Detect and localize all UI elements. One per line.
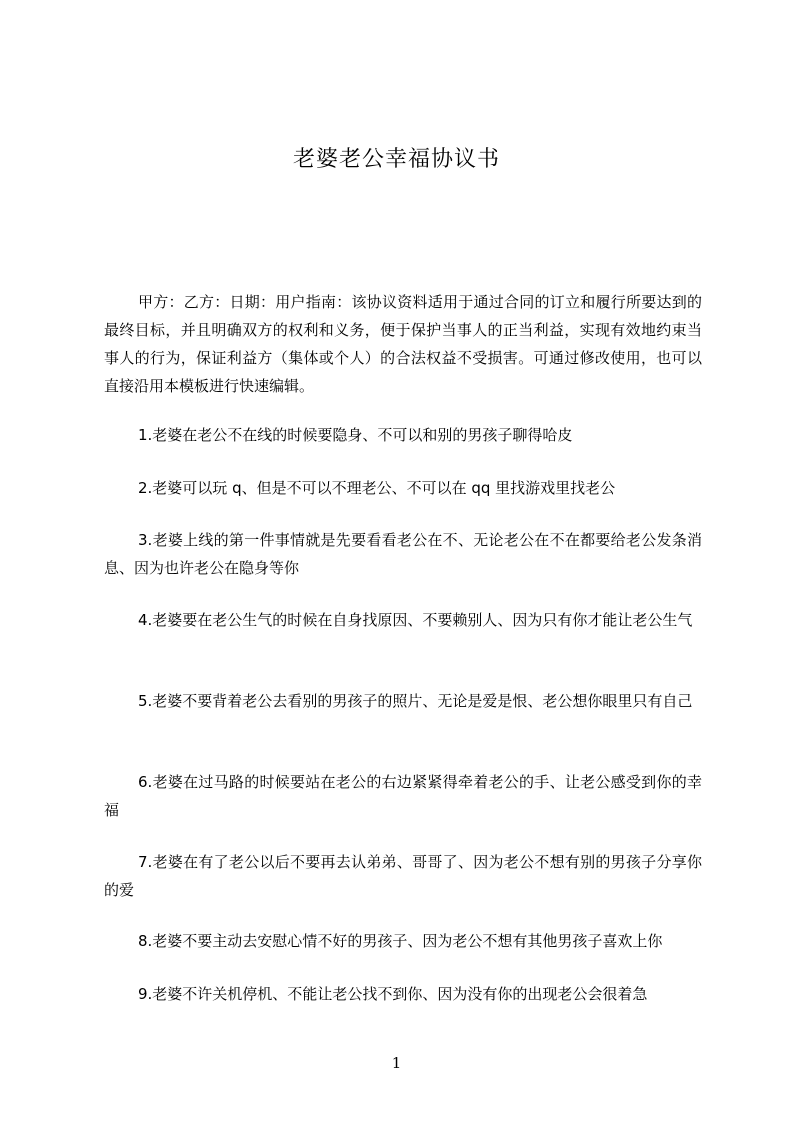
agreement-item-6: 6.老婆在过马路的时候要站在老公的右边紧紧得牵着老公的手、让老公感受到你的幸福 [104,773,702,819]
agreement-item-9: 9.老婆不许关机停机、不能让老公找不到你、因为没有你的出现老公会很着急 [138,985,648,1003]
agreement-item-1: 1.老婆在老公不在线的时候要隐身、不可以和别的男孩子聊得哈皮 [138,426,573,444]
agreement-item-4: 4.老婆要在老公生气的时候在自身找原因、不要赖别人、因为只有你才能让老公生气 [138,611,693,629]
agreement-item-7: 7.老婆在有了老公以后不要再去认弟弟、哥哥了、因为老公不想有别的男孩子分享你的爱 [104,853,702,899]
page-number: 1 [391,1054,402,1072]
intro-paragraph: 甲方：乙方：日期：用户指南：该协议资料适用于通过合同的订立和履行所要达到的最终目标，并且明确双方的权利和义务，便于保护当事人的正当利益，实现有效地约束当事人的行为，保证利益方（集体或个人）的合法权益不受损害。可通过修改使用，也可以直接沿用本模板进行快速编辑。 [104,293,702,395]
agreement-item-2: 2.老婆可以玩 q、但是不可以不理老公、不可以在 qq 里找游戏里找老公 [138,479,616,497]
agreement-item-3: 3.老婆上线的第一件事情就是先要看看老公在不、无论老公在不在都要给老公发条消息、因为也许老公在隐身等你 [104,531,702,577]
document-title: 老婆老公幸福协议书 [292,147,500,172]
agreement-item-8: 8.老婆不要主动去安慰心情不好的男孩子、因为老公不想有其他男孩子喜欢上你 [138,932,663,950]
agreement-item-5: 5.老婆不要背着老公去看别的男孩子的照片、无论是爱是恨、老公想你眼里只有自己 [138,692,693,710]
